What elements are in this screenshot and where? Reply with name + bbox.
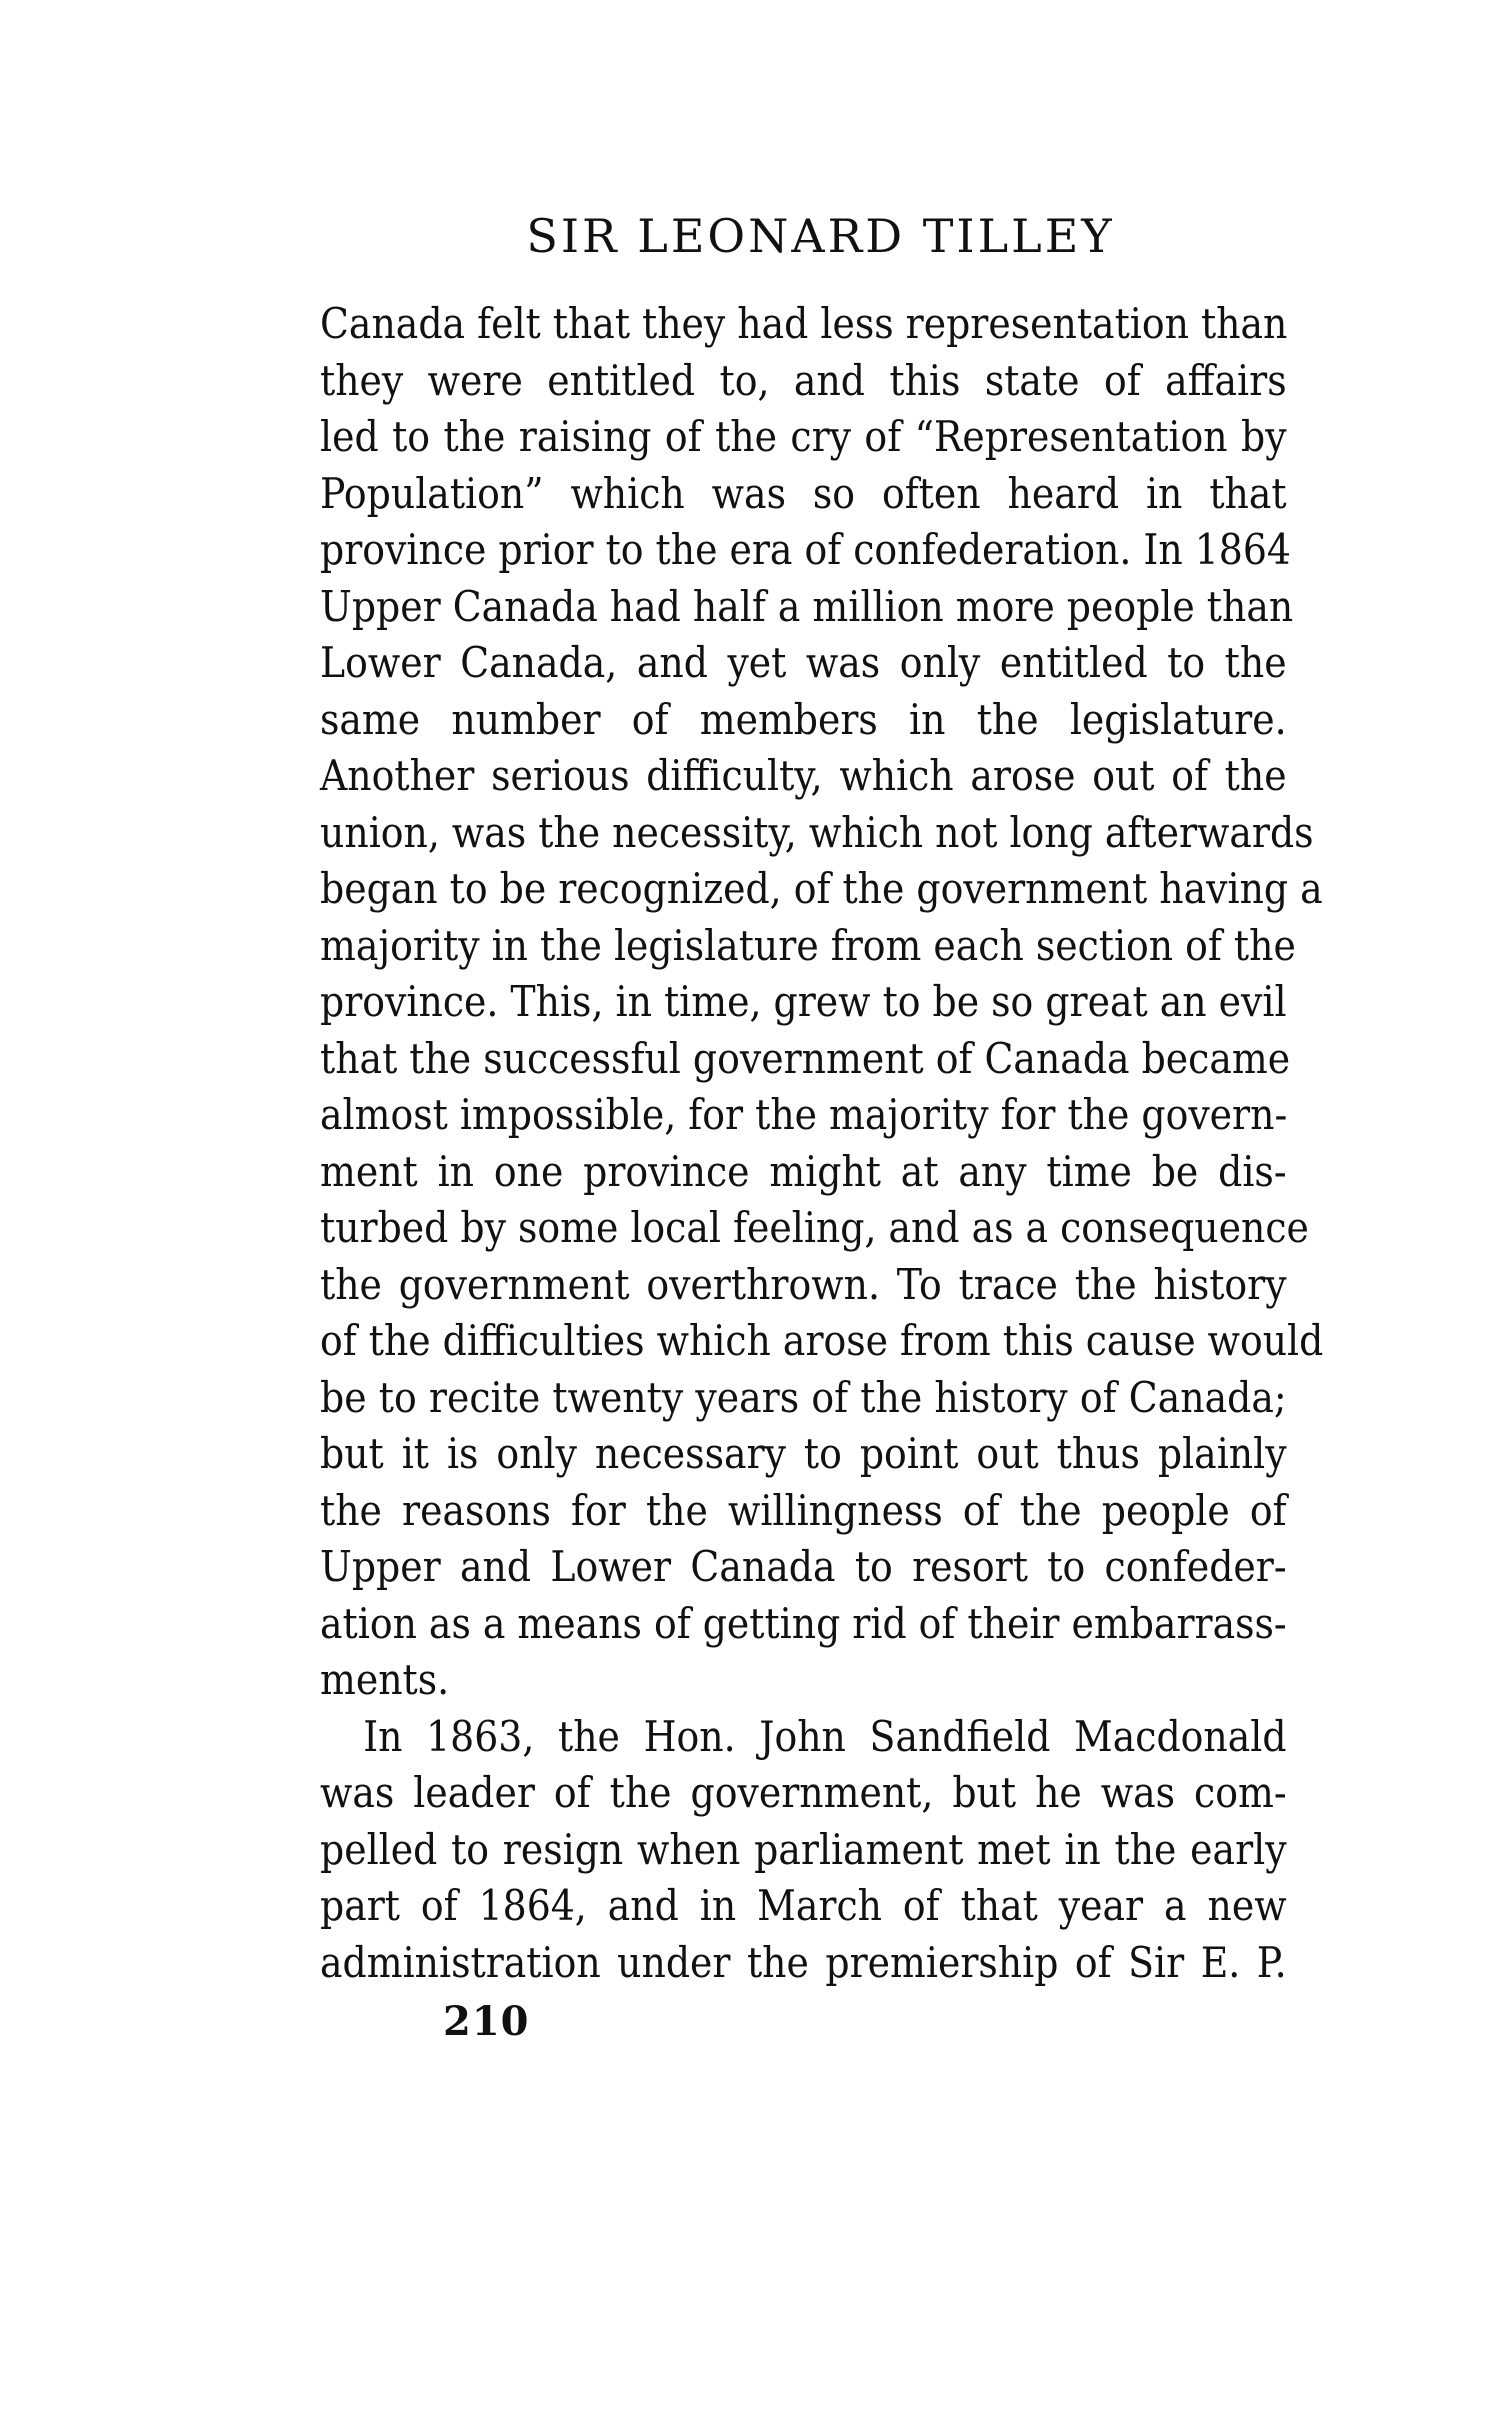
text-line: was leader of the government, but he was com-: [320, 1768, 1287, 1817]
text-line: union, was the necessity, which not long afterwards: [320, 807, 1314, 857]
body-text: [320, 296, 1324, 1991]
text-line: province prior to the era of confederation. In 1864: [320, 525, 1291, 574]
text-line: be to recite twenty years of the history of Canada;: [320, 1372, 1287, 1422]
text-line: the government overthrown. To trace the history: [320, 1259, 1287, 1309]
text-line: majority in the legislature from each section of the: [320, 920, 1296, 970]
text-line: the reasons for the willingness of the people of: [320, 1485, 1287, 1535]
text-line: Another serious difficulty, which arose out of the: [320, 751, 1287, 800]
running-head: SIR LEONARD TILLEY: [526, 209, 1115, 263]
text-line: led to the raising of the cry of “Representation by: [320, 412, 1287, 461]
text-line: pelled to resign when parliament met in the early: [320, 1824, 1287, 1874]
text-line: same number of members in the legislature.: [320, 694, 1287, 744]
text-line: Lower Canada, and yet was only entitled to the: [320, 638, 1287, 687]
text-line: turbed by some local feeling, and as a consequence: [320, 1203, 1309, 1252]
text-line: ation as a means of getting rid of their embarrass-: [320, 1598, 1287, 1648]
text-line: Canada felt that they had less representation than: [320, 299, 1288, 348]
text-line: ment in one province might at any time be dis-: [320, 1146, 1287, 1196]
text-line: but it is only necessary to point out thus plainly: [320, 1429, 1287, 1478]
text-line: they were entitled to, and this state of affairs: [320, 355, 1287, 405]
text-line: part of 1864, and in March of that year a new: [320, 1881, 1287, 1930]
text-line: almost impossible, for the majority for the govern-: [320, 1090, 1288, 1139]
text-line: that the successful government of Canada became: [320, 1033, 1291, 1083]
text-line: ments.: [320, 1655, 450, 1704]
text-line: Population” which was so often heard in that: [320, 468, 1287, 518]
text-line: began to be recognized, of the government having a: [320, 864, 1323, 913]
text-line: administration under the premiership of Sir E. P.: [320, 1937, 1287, 1987]
text-line: of the difficulties which arose from this cause would: [320, 1316, 1324, 1365]
page-number: 210: [443, 1998, 530, 2045]
text-line: In 1863, the Hon. John Sandfield Macdonald: [363, 1711, 1287, 1761]
text-line: Upper and Lower Canada to resort to confeder-: [320, 1542, 1287, 1591]
text-line: Upper Canada had half a million more people than: [320, 581, 1294, 631]
text-line: province. This, in time, grew to be so great an evil: [320, 977, 1287, 1026]
